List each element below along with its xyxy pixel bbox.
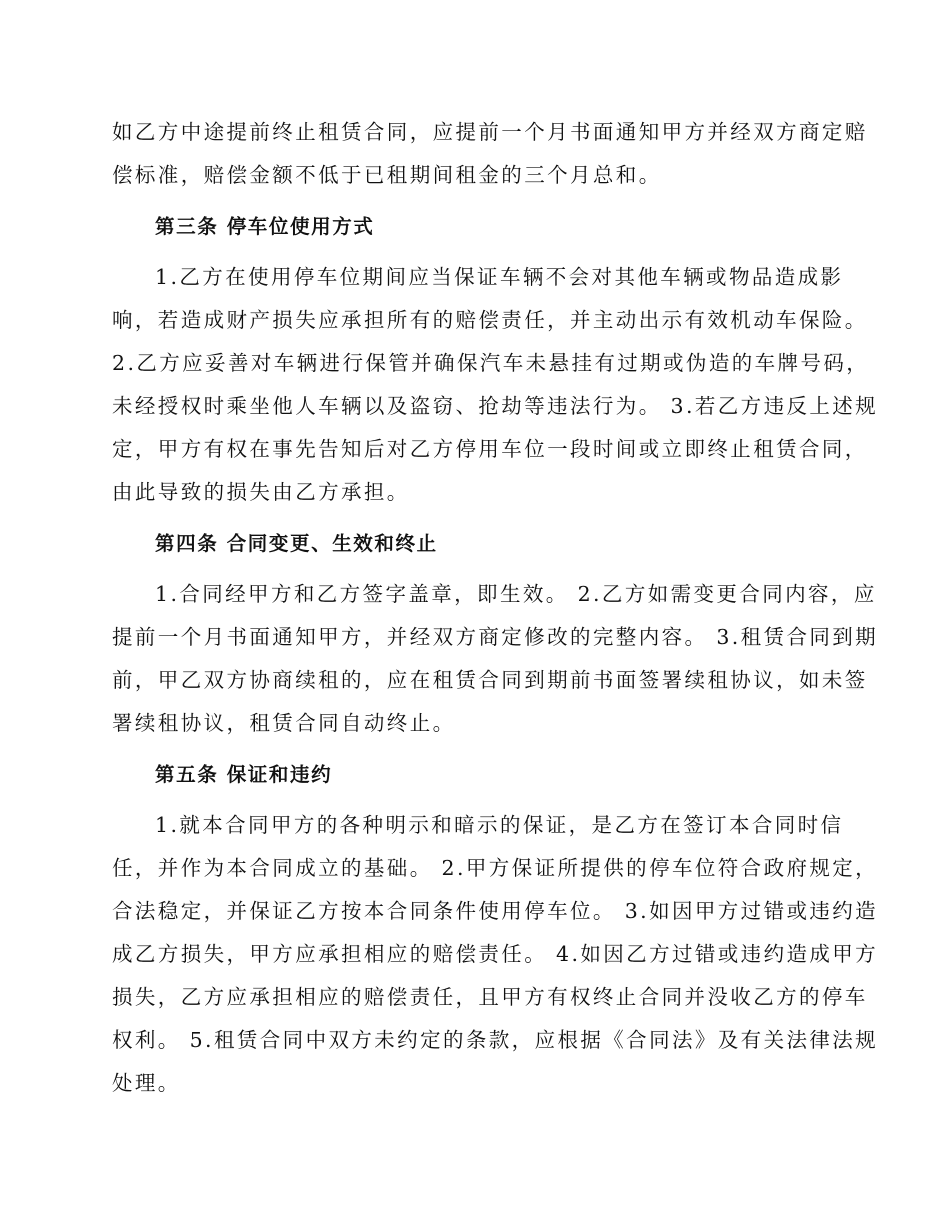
paragraph-line: 1.合同经甲方和乙方签字盖章，即生效。 2.乙方如需变更合同内容，应 [155, 582, 877, 606]
paragraph-line: 署续租协议，租赁合同自动终止。 [112, 711, 456, 735]
paragraph-line: 响，若造成财产损失应承担所有的赔偿责任，并主动出示有效机动车保险。 [112, 308, 868, 332]
paragraph-line: 未经授权时乘坐他人车辆以及盗窃、抢劫等违法行为。 3.若乙方违反上述规 [112, 394, 879, 418]
paragraph-line: 权利。 5.租赁合同中双方未约定的条款，应根据《合同法》及有关法律法规 [112, 1028, 879, 1052]
article-5-section [112, 753, 879, 1105]
paragraph-line: 1.乙方在使用停车位期间应当保证车辆不会对其他车辆或物品造成影 [155, 265, 844, 289]
paragraph-line: 成乙方损失，甲方应承担相应的赔偿责任。 4.如因乙方过错或违约造成甲方 [112, 942, 879, 966]
paragraph-line: 前，甲乙双方协商续租的，应在租赁合同到期前书面签署续租协议，如未签 [112, 668, 868, 692]
article-5-heading: 第五条 保证和违约 [155, 763, 333, 786]
paragraph-line: 2.乙方应妥善对车辆进行保管并确保汽车未悬挂有过期或伪造的车牌号码， [112, 351, 870, 375]
article-4-section [112, 522, 879, 745]
article-3-body [112, 256, 879, 514]
paragraph-line: 任，并作为本合同成立的基础。 2.甲方保证所提供的停车位符合政府规定， [112, 856, 879, 880]
article-3-heading: 第三条 停车位使用方式 [155, 215, 375, 238]
article-4-body [112, 573, 879, 745]
paragraph-line: 由此导致的损失由乙方承担。 [112, 480, 410, 504]
paragraph-line: 处理。 [112, 1071, 181, 1095]
article-3-section [112, 205, 879, 514]
paragraph-line: 合法稳定，并保证乙方按本合同条件使用停车位。 3.如因甲方过错或违约造 [112, 899, 879, 923]
paragraph-line: 损失，乙方应承担相应的赔偿责任，且甲方有权终止合同并没收乙方的停车 [112, 985, 868, 1009]
paragraph-line: 1.就本合同甲方的各种明示和暗示的保证，是乙方在签订本合同时信 [155, 813, 844, 837]
article-4-heading: 第四条 合同变更、生效和终止 [155, 532, 438, 555]
paragraph-line: 定，甲方有权在事先告知后对乙方停用车位一段时间或立即终止租赁合同， [112, 437, 868, 461]
paragraph-line: 提前一个月书面通知甲方，并经双方商定修改的完整内容。 3.租赁合同到期 [112, 625, 879, 649]
paragraph-line: 如乙方中途提前终止租赁合同，应提前一个月书面通知甲方并经双方商定赔 [112, 120, 868, 144]
intro-paragraph [112, 111, 868, 197]
article-5-body [112, 804, 879, 1105]
paragraph-line: 偿标准，赔偿金额不低于已租期间租金的三个月总和。 [112, 163, 662, 187]
